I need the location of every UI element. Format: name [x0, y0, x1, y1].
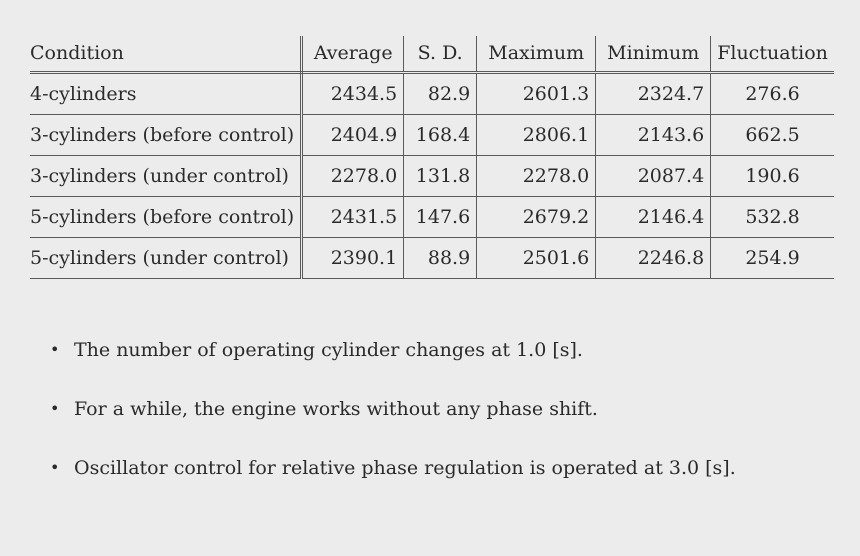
table-row — [30, 197, 834, 238]
bullet-icon: • — [50, 340, 60, 359]
cell-fluctuation: 662.5 — [711, 115, 834, 156]
bullet-icon: • — [50, 399, 60, 418]
cell-condition: 4-cylinders — [30, 73, 302, 115]
note-text: For a while, the engine works without any phase shift. — [74, 398, 598, 420]
table-row — [30, 115, 834, 156]
cell-average: 2404.9 — [302, 115, 404, 156]
header-sd: S. D. — [404, 36, 477, 73]
cell-average: 2278.0 — [302, 156, 404, 197]
cell-maximum: 2806.1 — [477, 115, 596, 156]
cell-sd: 147.6 — [404, 197, 477, 238]
notes-list — [50, 338, 736, 515]
header-minimum: Minimum — [596, 36, 711, 73]
cell-maximum: 2278.0 — [477, 156, 596, 197]
list-item — [50, 456, 736, 515]
table-row — [30, 73, 834, 115]
cell-minimum: 2246.8 — [596, 238, 711, 279]
cell-average: 2431.5 — [302, 197, 404, 238]
table-row — [30, 238, 834, 279]
cell-sd: 168.4 — [404, 115, 477, 156]
header-average: Average — [302, 36, 404, 73]
table-body — [30, 73, 834, 279]
cell-condition: 3-cylinders (before control) — [30, 115, 302, 156]
cell-average: 2434.5 — [302, 73, 404, 115]
cell-fluctuation: 532.8 — [711, 197, 834, 238]
cell-maximum: 2601.3 — [477, 73, 596, 115]
cell-fluctuation: 254.9 — [711, 238, 834, 279]
cell-average: 2390.1 — [302, 238, 404, 279]
cell-condition: 5-cylinders (under control) — [30, 238, 302, 279]
table-header — [30, 36, 834, 73]
cell-fluctuation: 276.6 — [711, 73, 834, 115]
cell-maximum: 2501.6 — [477, 238, 596, 279]
list-item — [50, 397, 736, 456]
bullet-icon: • — [50, 458, 60, 477]
header-maximum: Maximum — [477, 36, 596, 73]
cell-sd: 82.9 — [404, 73, 477, 115]
cell-sd: 88.9 — [404, 238, 477, 279]
table-row — [30, 156, 834, 197]
results-table — [30, 36, 834, 279]
header-row — [30, 36, 834, 73]
cell-maximum: 2679.2 — [477, 197, 596, 238]
cell-fluctuation: 190.6 — [711, 156, 834, 197]
cell-condition: 5-cylinders (before control) — [30, 197, 302, 238]
cell-condition: 3-cylinders (under control) — [30, 156, 302, 197]
cell-minimum: 2143.6 — [596, 115, 711, 156]
cell-minimum: 2324.7 — [596, 73, 711, 115]
header-fluctuation: Fluctuation — [711, 36, 834, 73]
cell-sd: 131.8 — [404, 156, 477, 197]
note-text: The number of operating cylinder changes at 1.0 [s]. — [74, 339, 583, 361]
header-condition: Condition — [30, 36, 302, 73]
note-text: Oscillator control for relative phase regulation is operated at 3.0 [s]. — [74, 457, 736, 479]
cell-minimum: 2087.4 — [596, 156, 711, 197]
list-item — [50, 338, 736, 397]
cell-minimum: 2146.4 — [596, 197, 711, 238]
